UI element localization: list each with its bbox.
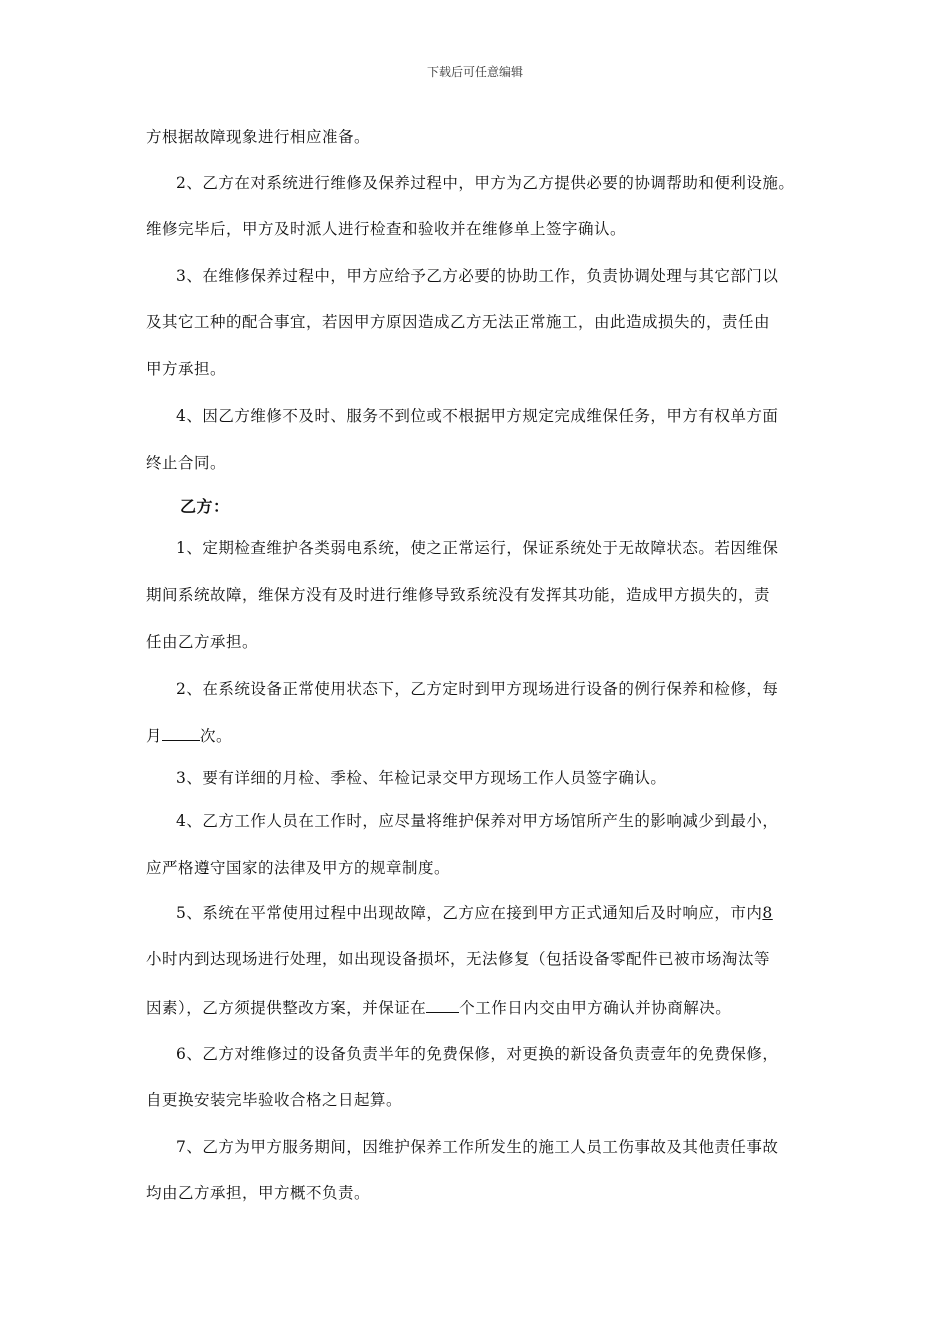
monthly-prefix: 月 bbox=[146, 727, 163, 745]
page-header: 下载后可任意编辑 bbox=[426, 65, 523, 79]
response-text: 5、系统在平常使用过程中出现故障，乙方应在接到甲方正式通知后及时响应，市内 bbox=[176, 904, 763, 922]
monthly-count-blank bbox=[162, 724, 200, 741]
response-time-line bbox=[176, 902, 773, 924]
text-line: 任由乙方承担。 bbox=[146, 633, 259, 651]
workdays-prefix: 因素），乙方须提供整改方案，并保证在 bbox=[146, 999, 427, 1017]
text-line: 2、在系统设备正常使用状态下，乙方定时到甲方现场进行设备的例行保养和检修，每 bbox=[176, 680, 779, 698]
text-line: 3、要有详细的月检、季检、年检记录交甲方现场工作人员签字确认。 bbox=[176, 769, 667, 787]
text-line: 4、因乙方维修不及时、服务不到位或不根据甲方规定完成维保任务，甲方有权单方面 bbox=[176, 407, 779, 425]
workdays-line bbox=[146, 996, 731, 1019]
text-line: 及其它工种的配合事宜，若因甲方原因造成乙方无法正常施工，由此造成损失的，责任由 bbox=[146, 313, 771, 331]
section-heading-party-b: 乙方： bbox=[180, 497, 230, 516]
text-line: 7、乙方为甲方服务期间，因维护保养工作所发生的施工人员工伤事故及其他责任事故 bbox=[176, 1138, 779, 1156]
workdays-count-blank bbox=[426, 996, 459, 1013]
monthly-suffix: 次。 bbox=[200, 727, 233, 745]
text-line: 应严格遵守国家的法律及甲方的规章制度。 bbox=[146, 859, 451, 877]
text-line: 6、乙方对维修过的设备负责半年的免费保修，对更换的新设备负责壹年的免费保修， bbox=[176, 1045, 779, 1063]
text-line: 自更换安装完毕验收合格之日起算。 bbox=[146, 1091, 403, 1109]
text-line: 小时内到达现场进行处理，如出现设备损坏，无法修复（包括设备零配件已被市场淘汰等 bbox=[146, 950, 771, 968]
text-line: 2、乙方在对系统进行维修及保养过程中，甲方为乙方提供必要的协调帮助和便利设施。 bbox=[176, 174, 795, 192]
response-hours-value: 8 bbox=[762, 904, 773, 922]
text-line: 终止合同。 bbox=[146, 454, 227, 472]
text-line: 1、定期检查维护各类弱电系统，使之正常运行，保证系统处于无故障状态。若因维保 bbox=[176, 539, 779, 557]
workdays-suffix: 个工作日内交由甲方确认并协商解决。 bbox=[459, 999, 732, 1017]
text-line: 4、乙方工作人员在工作时，应尽量将维护保养对甲方场馆所产生的影响减少到最小， bbox=[176, 812, 779, 830]
text-line: 3、在维修保养过程中，甲方应给予乙方必要的协助工作，负责协调处理与其它部门以 bbox=[176, 267, 779, 285]
monthly-frequency-line bbox=[146, 724, 232, 747]
text-line: 方根据故障现象进行相应准备。 bbox=[146, 128, 371, 146]
text-line: 维修完毕后，甲方及时派人进行检查和验收并在维修单上签字确认。 bbox=[146, 220, 627, 238]
text-line: 甲方承担。 bbox=[146, 360, 227, 378]
text-line: 期间系统故障，维保方没有及时进行维修导致系统没有发挥其功能，造成甲方损失的，责 bbox=[146, 586, 771, 604]
text-line: 均由乙方承担，甲方概不负责。 bbox=[146, 1184, 371, 1202]
